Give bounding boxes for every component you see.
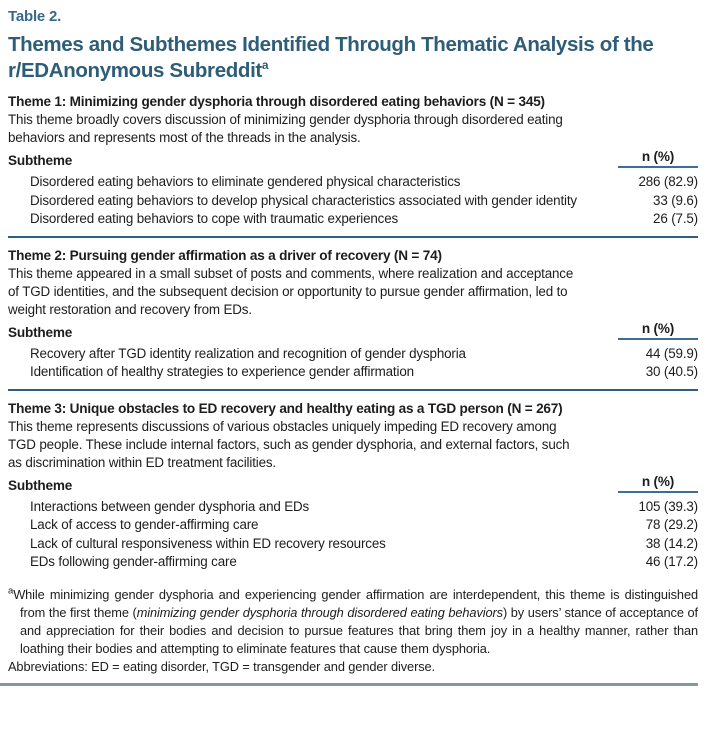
- footnote-marker: a: [8, 585, 14, 597]
- subtheme-label: Recovery after TGD identity realization and recognition of gender dysphoria: [30, 345, 466, 361]
- subtheme-value: 286 (82.9): [638, 174, 698, 189]
- theme-description: This theme represents discussions of various obstacles uniquely impeding ED recovery among TGD people. These include internal factors, such as gender dysphoria, and external factors, such as discrimination within ED treatment facilities.: [8, 418, 570, 470]
- theme-section-2: [8, 247, 698, 391]
- theme-heading: Theme 2: Pursuing gender affirmation as a driver of recovery (N = 74): [8, 247, 442, 263]
- theme-section-3: [8, 400, 698, 572]
- footnotes: [8, 586, 698, 676]
- theme-heading: Theme 1: Minimizing gender dysphoria through disordered eating behaviors (N = 345): [8, 94, 545, 109]
- table-row: [8, 535, 698, 554]
- subtheme-value: 44 (59.9): [645, 345, 698, 361]
- column-header-n-pct: n (%): [618, 474, 698, 493]
- subtheme-value: 38 (14.2): [645, 535, 698, 551]
- table-row: [8, 516, 698, 535]
- section-divider: [8, 389, 698, 391]
- table-row: [8, 192, 698, 211]
- column-header-subtheme: Subtheme: [8, 477, 73, 493]
- table-title-superscript: a: [261, 58, 269, 73]
- footnote-text-italic: minimizing gender dysphoria through disordered eating behaviors: [136, 604, 503, 620]
- table-row: [8, 363, 698, 382]
- footnote-text-post: ) by users’ stance of acceptance of and appreciation for their bodies and decision to pursue features that bring them joy in a healthy manner, rather than loathing their bodies and attempting to eliminate features that cause them dysphoria.: [20, 604, 698, 656]
- subtheme-label: Disordered eating behaviors to cope with traumatic experiences: [30, 211, 399, 226]
- table-row: [8, 553, 698, 572]
- subtheme-label: EDs following gender-affirming care: [30, 554, 237, 569]
- theme-section-1: [8, 93, 698, 238]
- subtheme-label: Disordered eating behaviors to develop physical characteristics associated with gender identity: [30, 192, 577, 208]
- subtheme-value: 33 (9.6): [653, 192, 698, 208]
- subtheme-value: 26 (7.5): [653, 211, 698, 226]
- table-number-label: Table 2.: [8, 8, 62, 25]
- footnote-a: [8, 586, 698, 658]
- subtheme-label: Interactions between gender dysphoria and EDs: [30, 498, 310, 514]
- subtheme-value: 78 (29.2): [645, 517, 698, 532]
- column-header-subtheme: Subtheme: [8, 324, 73, 340]
- theme-description: This theme broadly covers discussion of minimizing gender dysphoria through disordered eating behaviors and represents most of the threads in the analysis.: [8, 112, 563, 145]
- column-header-n-pct: n (%): [618, 149, 698, 168]
- subtheme-value: 105 (39.3): [638, 498, 698, 514]
- subtheme-rows: [8, 173, 698, 229]
- table-bottom-rule: [0, 683, 698, 686]
- footnote-text-pre: While minimizing gender dysphoria and experiencing gender affirmation are interdependent, this theme is distinguished from the first theme (: [13, 586, 698, 620]
- subtheme-label: Lack of access to gender-affirming care: [30, 517, 259, 532]
- column-header-row: [8, 474, 698, 493]
- subtheme-label: Lack of cultural responsiveness within ED recovery resources: [30, 535, 386, 551]
- subtheme-rows: [8, 498, 698, 572]
- theme-heading: Theme 3: Unique obstacles to ED recovery and healthy eating as a TGD person (N = 267): [8, 400, 563, 416]
- column-header-row: [8, 149, 698, 168]
- column-header-n-pct: n (%): [618, 321, 698, 340]
- table-row: [8, 210, 698, 229]
- table-row: [8, 345, 698, 364]
- table-title: [8, 32, 692, 84]
- column-header-subtheme: Subtheme: [8, 153, 73, 168]
- subtheme-value: 46 (17.2): [645, 554, 698, 569]
- column-header-row: [8, 321, 698, 340]
- theme-description: This theme appeared in a small subset of posts and comments, where realization and acceptance of TGD identities, and the subsequent decision or opportunity to pursue gender affirmation, led to weight restoration and recovery from EDs.: [8, 265, 574, 317]
- subtheme-rows: [8, 345, 698, 382]
- section-divider: [8, 236, 698, 238]
- subtheme-label: Identification of healthy strategies to experience gender affirmation: [30, 364, 414, 379]
- abbreviations-note: Abbreviations: ED = eating disorder, TGD = transgender and gender diverse.: [8, 658, 436, 674]
- table-row: [8, 498, 698, 517]
- table-row: [8, 173, 698, 192]
- subtheme-label: Disordered eating behaviors to eliminate gendered physical characteristics: [30, 174, 461, 189]
- table-title-text: Themes and Subthemes Identified Through Thematic Analysis of the r/EDAnonymous Subreddit: [8, 33, 654, 82]
- subtheme-value: 30 (40.5): [645, 364, 698, 379]
